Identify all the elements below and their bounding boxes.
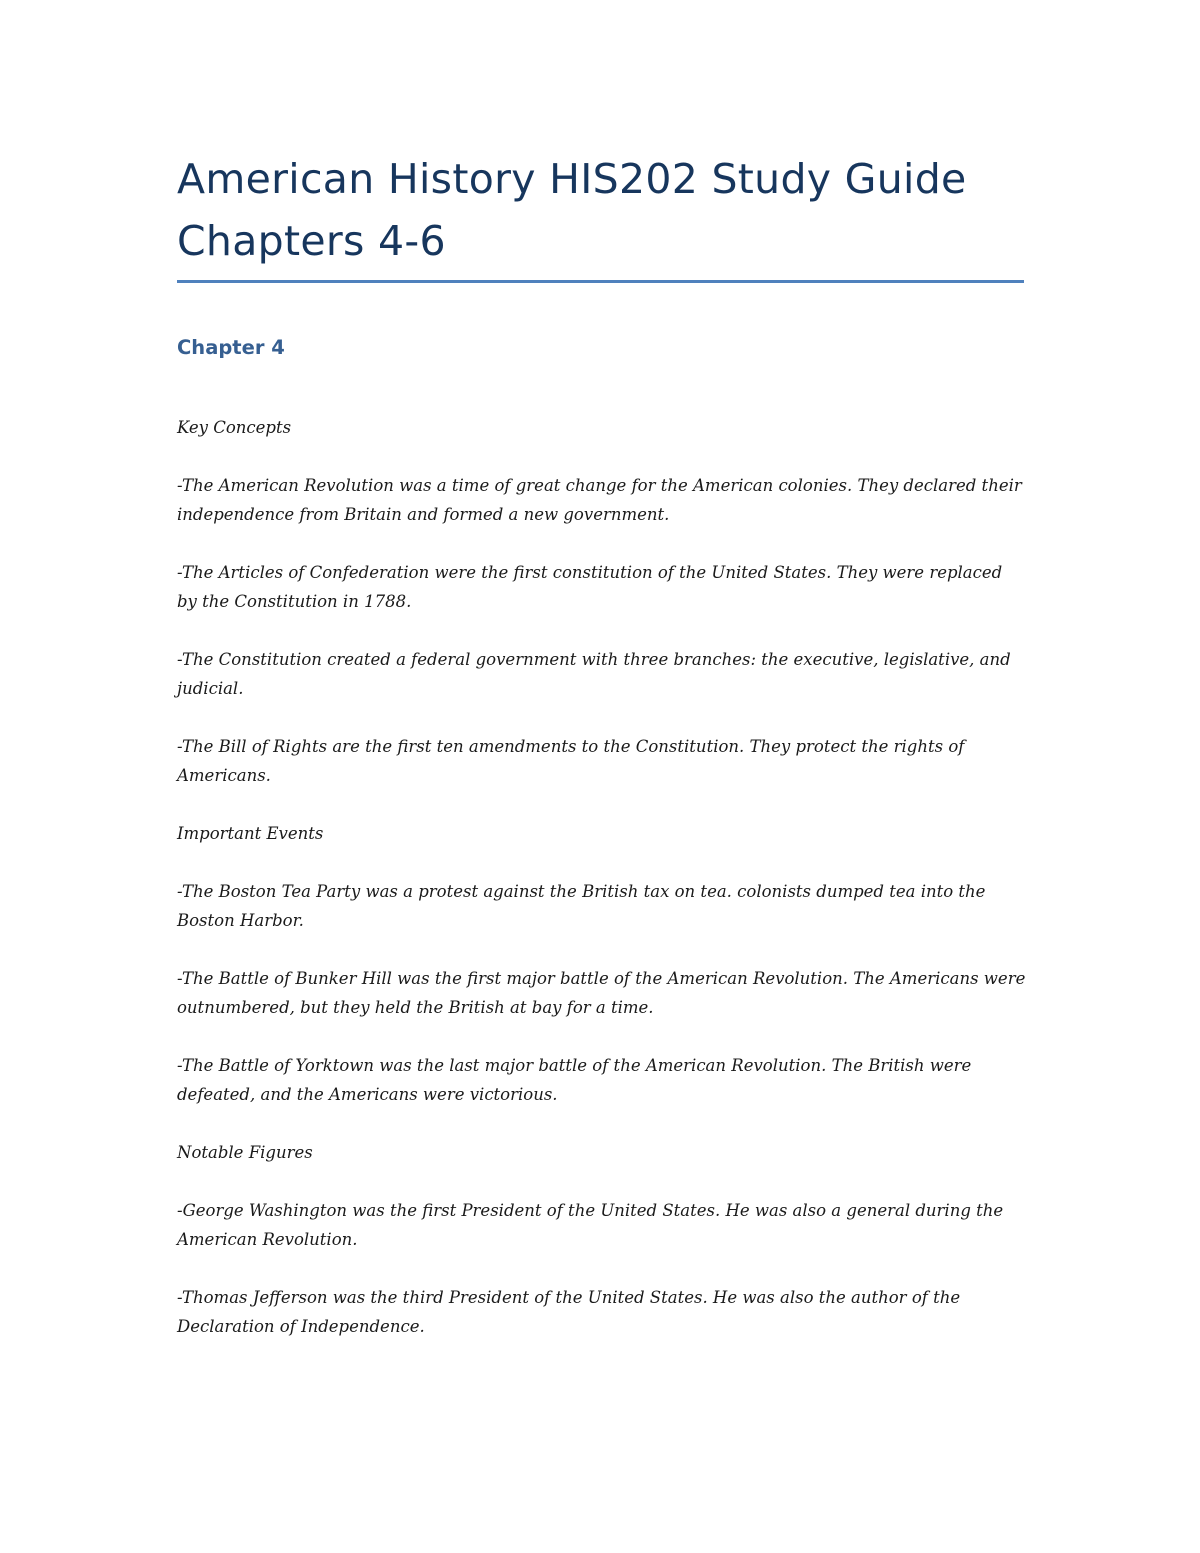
list-item: -George Washington was the first President of the United States. He was also a general during the American Revolution. xyxy=(177,1201,1004,1249)
section-label-key-concepts: Key Concepts xyxy=(177,418,292,437)
list-item: -The Bill of Rights are the first ten amendments to the Constitution. They protect the rights of Americans. xyxy=(177,737,965,785)
list-item: -The Battle of Bunker Hill was the first major battle of the American Revolution. The Americans were outnumbered, but they held the British at bay for a time. xyxy=(177,969,1026,1017)
section-label-notable-figures: Notable Figures xyxy=(177,1143,313,1162)
document-title: American History HIS202 Study Guide Chapters 4-6 xyxy=(177,155,967,265)
list-item: -The Articles of Confederation were the first constitution of the United States. They were replaced by the Constitution in 1788. xyxy=(177,563,1003,611)
list-item: -The American Revolution was a time of great change for the American colonies. They declared their independence from Britain and formed a new government. xyxy=(177,476,1022,524)
chapter-body xyxy=(177,413,1027,1341)
title-underline-rule xyxy=(177,280,1024,283)
list-item: -The Boston Tea Party was a protest against the British tax on tea. colonists dumped tea into the Boston Harbor. xyxy=(177,882,986,930)
section-label-important-events: Important Events xyxy=(177,824,324,843)
list-item: -Thomas Jefferson was the third President of the United States. He was also the author of the Declaration of Independence. xyxy=(177,1288,961,1336)
chapter-heading: Chapter 4 xyxy=(177,336,285,359)
list-item: -The Battle of Yorktown was the last major battle of the American Revolution. The British were defeated, and the Americans were victorious. xyxy=(177,1056,972,1104)
spacer xyxy=(177,361,1027,413)
list-item: -The Constitution created a federal government with three branches: the executive, legislative, and judicial. xyxy=(177,650,1011,698)
document-content xyxy=(177,148,1027,1341)
